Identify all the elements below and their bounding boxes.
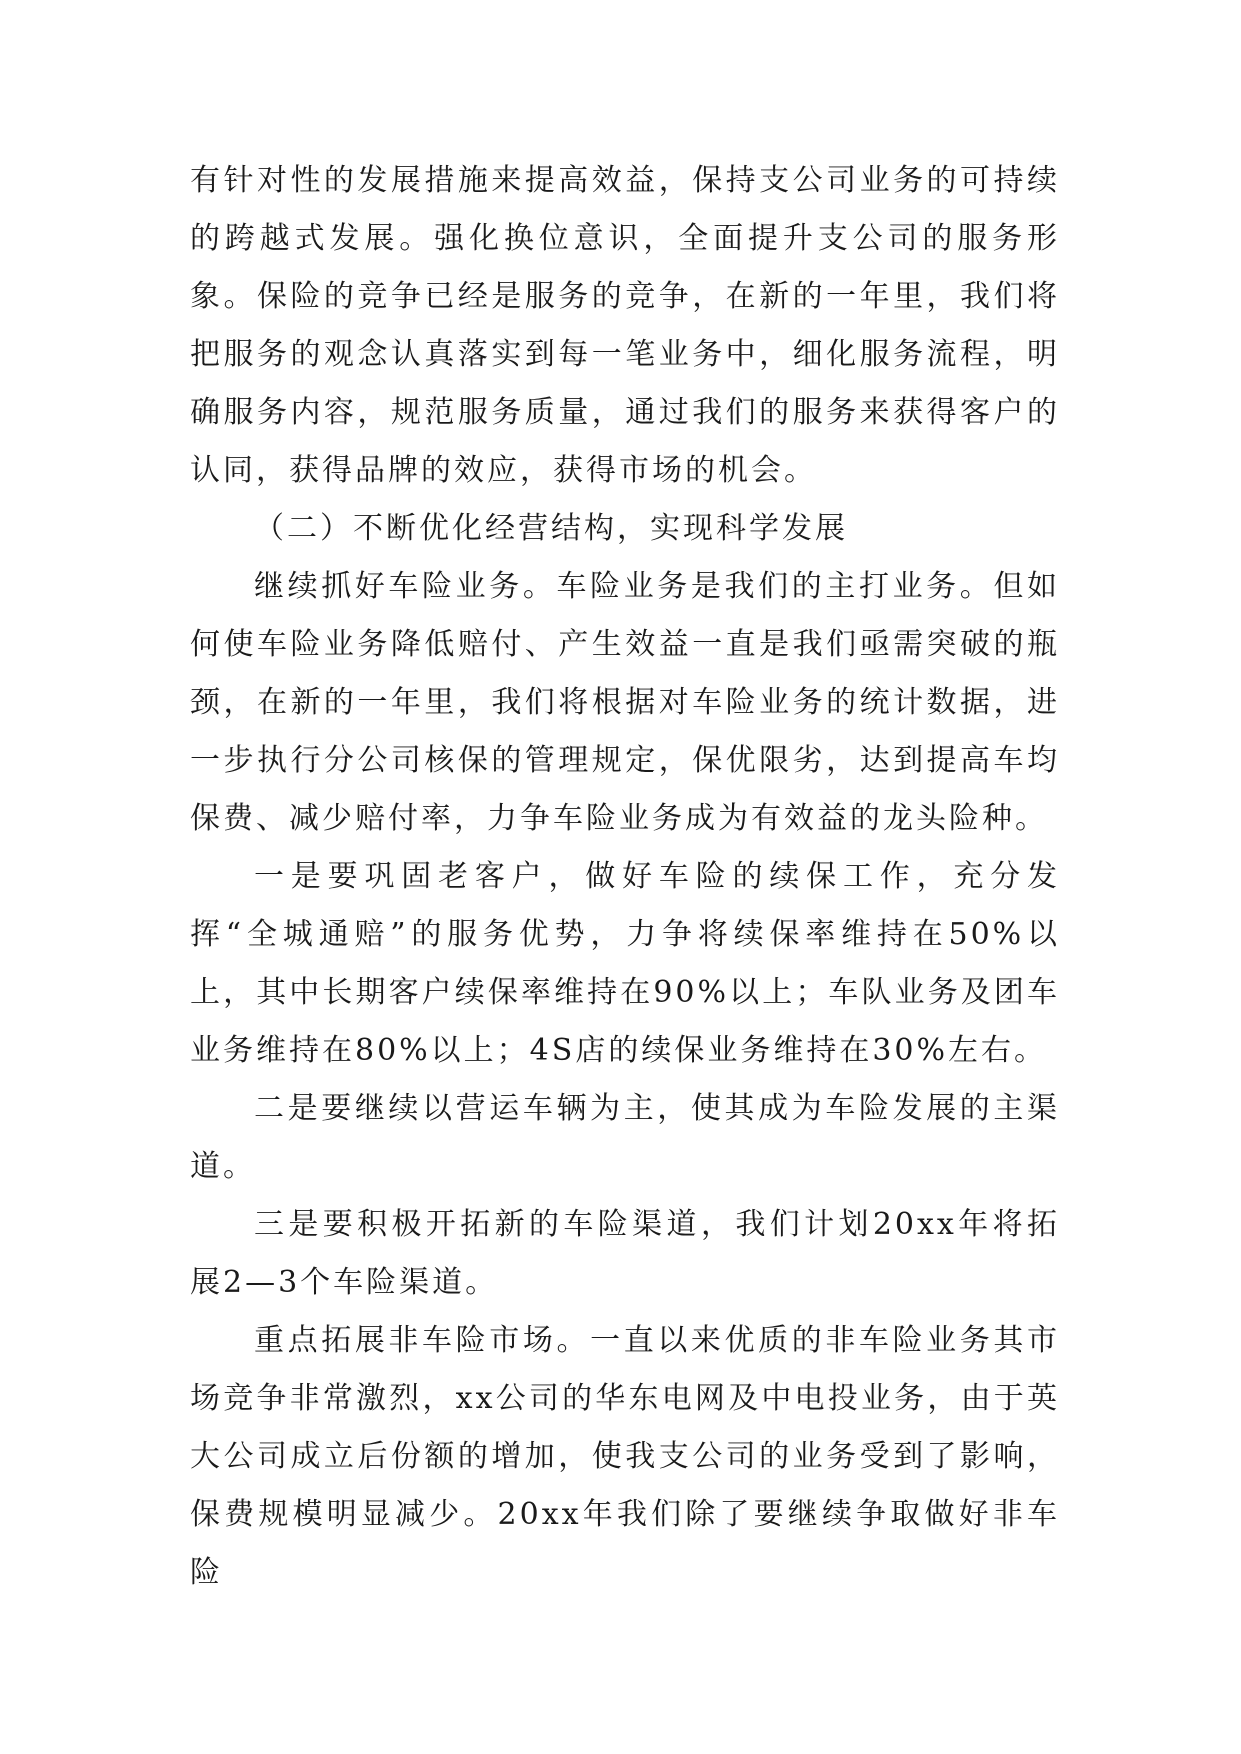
section-heading-structure: （二）不断优化经营结构，实现科学发展 — [254, 511, 848, 546]
paragraph-non-auto-market: 重点拓展非车险市场。一直以来优质的非车险业务其市场竞争非常激烈，xx公司的华东电网及中电投业务，由于英大公司成立后份额的增加，使我支公司的业务受到了影响，保费规模明显减少。20xx年我们除了要继续争取做好非车险 — [190, 1323, 1060, 1590]
paragraph-new-channels: 三是要积极开拓新的车险渠道，我们计划20xx年将拓展2—3个车险渠道。 — [190, 1207, 1060, 1300]
paragraph-service-image: 有针对性的发展措施来提高效益，保持支公司业务的可持续的跨越式发展。强化换位意识，全面提升支公司的服务形象。保险的竞争已经是服务的竞争，在新的一年里，我们将把服务的观念认真落实到每一笔业务中，细化服务流程，明确服务内容，规范服务质量，通过我们的服务来获得客户的认同，获得品牌的效应，获得市场的机会。 — [190, 163, 1060, 488]
paragraph-renewal-goals: 一是要巩固老客户，做好车险的续保工作，充分发挥“全城通赔”的服务优势，力争将续保率维持在50%以上，其中长期客户续保率维持在90%以上；车队业务及团车业务维持在80%以上；4S店的续保业务维持在30%左右。 — [190, 859, 1060, 1068]
paragraph-auto-insurance: 继续抓好车险业务。车险业务是我们的主打业务。但如何使车险业务降低赔付、产生效益一直是我们亟需突破的瓶颈，在新的一年里，我们将根据对车险业务的统计数据，进一步执行分公司核保的管理规定，保优限劣，达到提高车均保费、减少赔付率，力争车险业务成为有效益的龙头险种。 — [190, 569, 1060, 836]
paragraph-commercial-vehicles: 二是要继续以营运车辆为主，使其成为车险发展的主渠道。 — [190, 1091, 1060, 1184]
document-body — [190, 152, 1060, 1602]
